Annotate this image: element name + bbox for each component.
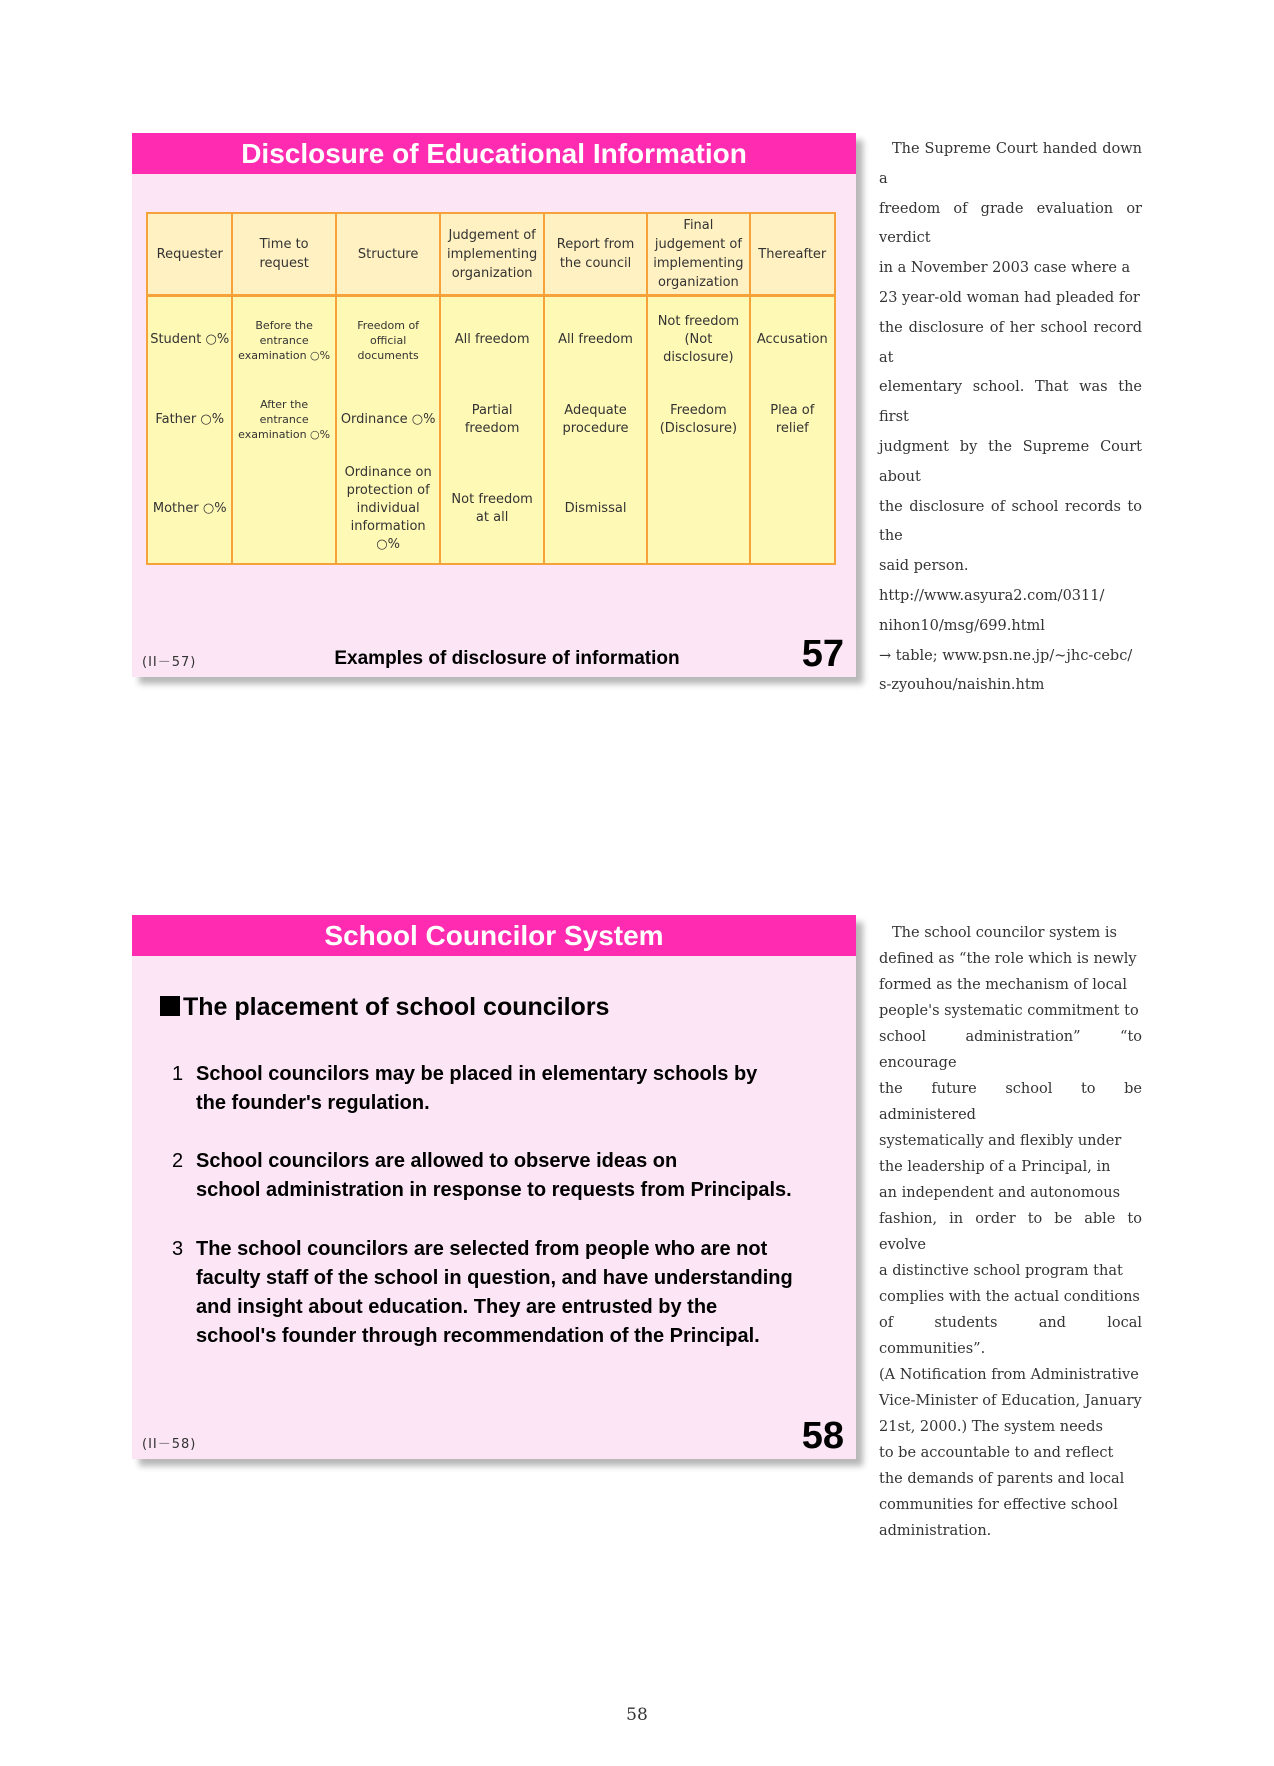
list-item <box>172 1060 812 1118</box>
text-line: people's systematic commitment to <box>879 1003 1139 1019</box>
item-line: School councilors are allowed to observe ideas on <box>196 1150 678 1172</box>
column-header: Report from the council <box>544 213 647 296</box>
table-cell: Father ○% <box>147 384 232 456</box>
table-cell: Freedom of official documents <box>336 296 441 384</box>
url-text: s-zyouhou/naishin.htm <box>879 677 1045 694</box>
disclosure-table <box>146 212 836 565</box>
column-header: Requester <box>147 213 232 296</box>
square-bullet-icon <box>160 996 180 1016</box>
text-line: an independent and autonomous <box>879 1185 1121 1201</box>
table-cell <box>232 456 335 564</box>
text-line: the leadership of a Principal, in <box>879 1159 1111 1175</box>
table-cell: Accusation <box>750 296 835 384</box>
url-text: nihon10/msg/699.html <box>879 617 1045 634</box>
text-line: systematically and flexibly under <box>879 1133 1122 1149</box>
text-line: The school councilor system is <box>892 925 1117 941</box>
text-line: of students and local communities”. <box>879 1315 1142 1357</box>
table-row <box>147 384 835 456</box>
text-line: 21st, 2000.) The system needs <box>879 1419 1103 1435</box>
item-line: school administration in response to requests from Principals. <box>196 1179 792 1201</box>
table-cell: Not freedom (Not disclosure) <box>647 296 749 384</box>
slide-number: 57 <box>801 633 844 675</box>
table-cell: All freedom <box>544 296 647 384</box>
text-line: communities for effective school <box>879 1497 1118 1513</box>
item-number: 2 <box>172 1150 184 1172</box>
text-line: a distinctive school program that <box>879 1263 1123 1279</box>
commentary-57 <box>879 135 1142 701</box>
text-line: school administration” “to encourage <box>879 1029 1142 1071</box>
table-cell: Ordinance on protection of individual information ○% <box>336 456 441 564</box>
table-row <box>147 296 835 384</box>
text-line: Vice-Minister of Education, January <box>879 1393 1142 1409</box>
list-item <box>172 1147 812 1205</box>
text-line: the disclosure of her school record at <box>879 319 1142 366</box>
text-line: the future school to be administered <box>879 1081 1142 1123</box>
item-line: and insight about education. They are entrusted by the <box>196 1296 718 1318</box>
table-cell <box>647 456 749 564</box>
column-header: Final judgement of implementing organization <box>647 213 749 296</box>
table-row <box>147 456 835 564</box>
text-line: said person. <box>879 558 969 575</box>
text-line: The Supreme Court handed down a <box>879 141 1142 187</box>
text-line: defined as “the role which is newly <box>879 951 1137 967</box>
table-header-row <box>147 213 835 296</box>
text-line: the disclosure of school records to the <box>879 498 1142 545</box>
text-line: elementary school. That was the first <box>879 379 1142 426</box>
table-cell: Adequate procedure <box>544 384 647 456</box>
table-cell: Mother ○% <box>147 456 232 564</box>
column-header: Structure <box>336 213 441 296</box>
column-header: Judgement of implementing organization <box>440 213 543 296</box>
table-cell: After the entrance examination ○% <box>232 384 335 456</box>
section-heading <box>160 993 609 1022</box>
slide-code: (II－57) <box>142 655 197 670</box>
slide-title: Disclosure of Educational Information <box>132 133 856 174</box>
slide-57 <box>132 133 856 677</box>
slide-title: School Councilor System <box>132 915 856 956</box>
table-cell: Plea of relief <box>750 384 835 456</box>
page-number: 58 <box>626 1705 648 1725</box>
column-header: Time to request <box>232 213 335 296</box>
column-header: Thereafter <box>750 213 835 296</box>
item-line: school's founder through recommendation of the Principal. <box>196 1325 760 1347</box>
text-line: (A Notification from Administrative <box>879 1367 1139 1383</box>
text-line: in a November 2003 case where a <box>879 260 1131 277</box>
slide-code: (II－58) <box>142 1437 197 1452</box>
heading-text: The placement of school councilors <box>183 993 610 1021</box>
item-line: School councilors may be placed in elementary schools by <box>196 1063 758 1085</box>
url-text: http://www.asyura2.com/0311/ <box>879 587 1105 604</box>
slide-number: 58 <box>801 1415 844 1457</box>
text-line: fashion, in order to be able to evolve <box>879 1211 1142 1253</box>
text-line: formed as the mechanism of local <box>879 977 1127 993</box>
list-item <box>172 1235 812 1351</box>
table-cell <box>750 456 835 564</box>
commentary-58 <box>879 920 1142 1544</box>
slide-58 <box>132 915 856 1459</box>
text-line: the demands of parents and local <box>879 1471 1125 1487</box>
table-cell: Before the entrance examination ○% <box>232 296 335 384</box>
table-cell: Freedom (Disclosure) <box>647 384 749 456</box>
table-cell: Student ○% <box>147 296 232 384</box>
item-line: faculty staff of the school in question, and have understanding <box>196 1267 793 1289</box>
item-number: 1 <box>172 1063 184 1085</box>
table-cell: Ordinance ○% <box>336 384 441 456</box>
table-cell: Partial freedom <box>440 384 543 456</box>
text-line: freedom of grade evaluation or verdict <box>879 200 1142 247</box>
table-cell: Not freedom at all <box>440 456 543 564</box>
table-cell: All freedom <box>440 296 543 384</box>
text-line: complies with the actual conditions <box>879 1289 1140 1305</box>
text-line: judgment by the Supreme Court about <box>879 438 1142 485</box>
url-text: → table; www.psn.ne.jp/~jhc-cebc/ <box>879 647 1133 664</box>
item-number: 3 <box>172 1238 184 1260</box>
text-line: to be accountable to and reflect <box>879 1445 1114 1461</box>
item-line: the founder's regulation. <box>196 1092 430 1114</box>
item-line: The school councilors are selected from people who are not <box>196 1238 768 1260</box>
text-line: administration. <box>879 1523 992 1539</box>
text-line: 23 year-old woman had pleaded for <box>879 289 1140 306</box>
slide-caption: Examples of disclosure of information <box>334 648 680 669</box>
table-cell: Dismissal <box>544 456 647 564</box>
